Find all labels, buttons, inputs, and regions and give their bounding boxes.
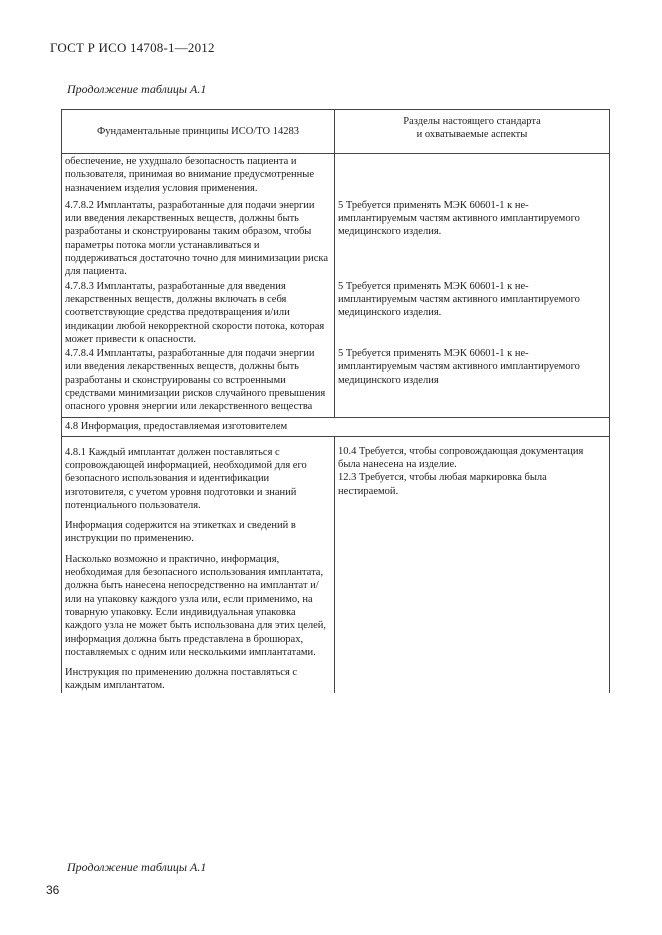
section-right-cell: [335, 436, 610, 693]
table-caption-bottom: Продолжение таблицы А.1: [67, 860, 207, 874]
table-header-row: [62, 110, 610, 154]
col1-header: Фундаментальные принципы ИСО/ТО 14283: [62, 110, 335, 154]
paragraph: Насколько возможно и практично, информация, необходимая для безопасного использования имплантата, должна быть нанесена непосредственно на имплантат и/или на упаковку каждого узла или, если применимо, на товарную упаковку. Если индивидуальная упаковка каждого узла не может быть использована для этих целей, информация должна быть представлена в брошюрах, поставляемых с одним или несколькими имплантатами.: [65, 553, 327, 658]
paragraph: 12.3 Требуется, чтобы любая маркировка была нестираемой.: [338, 472, 547, 497]
table-row: [62, 279, 610, 346]
paragraph: 10.4 Требуется, чтобы сопровождающая документация была нанесена на изделие.: [338, 445, 584, 470]
table-row: [62, 154, 610, 198]
page-number: 36: [46, 883, 60, 897]
row-left-text: 4.7.8.3 Имплантаты, разработанные для введения лекарственных веществ, должны включать в себя соответствующие средства предотвращения и/или индикации любой некорректной скорости потока, которая может привести к опасности.: [62, 279, 335, 346]
table-row: [62, 436, 610, 693]
paragraph: Информация содержится на этикетках и сведений в инструкции по применению.: [65, 520, 296, 545]
section-title: 4.8 Информация, предоставляемая изготовителем: [62, 417, 610, 436]
document-header: ГОСТ Р ИСО 14708-1—2012: [50, 40, 215, 55]
paragraph: 4.8.1 Каждый имплантат должен поставляться с сопровождающей информацией, необходимой для его безопасного использования и идентификации изготовителя, с учетом уровня подготовки и знаний потенциального пользователя.: [65, 446, 307, 511]
section-row: [62, 417, 610, 436]
table-row: [62, 198, 610, 279]
paragraph: Инструкция по применению должна поставляться с каждым имплантатом.: [65, 667, 298, 692]
row-left-text: 4.7.8.4 Имплантаты, разработанные для подачи энергии или введения лекарственных веществ, должны быть разработаны и сконструированы со встроенными средствами минимизации рисков случайного превышения опасного уровня энергии или лекарственного вещества: [62, 346, 335, 417]
row-right-text: 5 Требуется применять МЭК 60601-1 к не-имплантируемым частям активного имплантируемого медицинского изделия.: [335, 279, 610, 346]
row-left-text: обеспечение, не ухудшало безопасность пациента и пользователя, принимая во внимание предусмотренные назначением изделия условия применения.: [62, 154, 335, 198]
row-left-text: 4.7.8.2 Имплантаты, разработанные для подачи энергии или введения лекарственных веществ, должны быть разработаны и сконструированы таким образом, чтобы параметры потока могли устанавливаться и поддерживаться достаточно точно для минимизации риска для пациента.: [62, 198, 335, 279]
row-right-text: 5 Требуется применять МЭК 60601-1 к не-имплантируемым частям активного имплантируемого медицинского изделия: [335, 346, 610, 417]
row-right-text: [335, 154, 610, 198]
col2-header: Разделы настоящего стандарта и охватываемые аспекты: [335, 110, 610, 154]
row-right-text: 5 Требуется применять МЭК 60601-1 к не-имплантируемым частям активного имплантируемого медицинского изделия.: [335, 198, 610, 279]
table-caption-top: Продолжение таблицы А.1: [67, 82, 207, 96]
requirements-table: [61, 109, 610, 693]
section-left-cell: [62, 436, 335, 693]
table-row: [62, 346, 610, 417]
